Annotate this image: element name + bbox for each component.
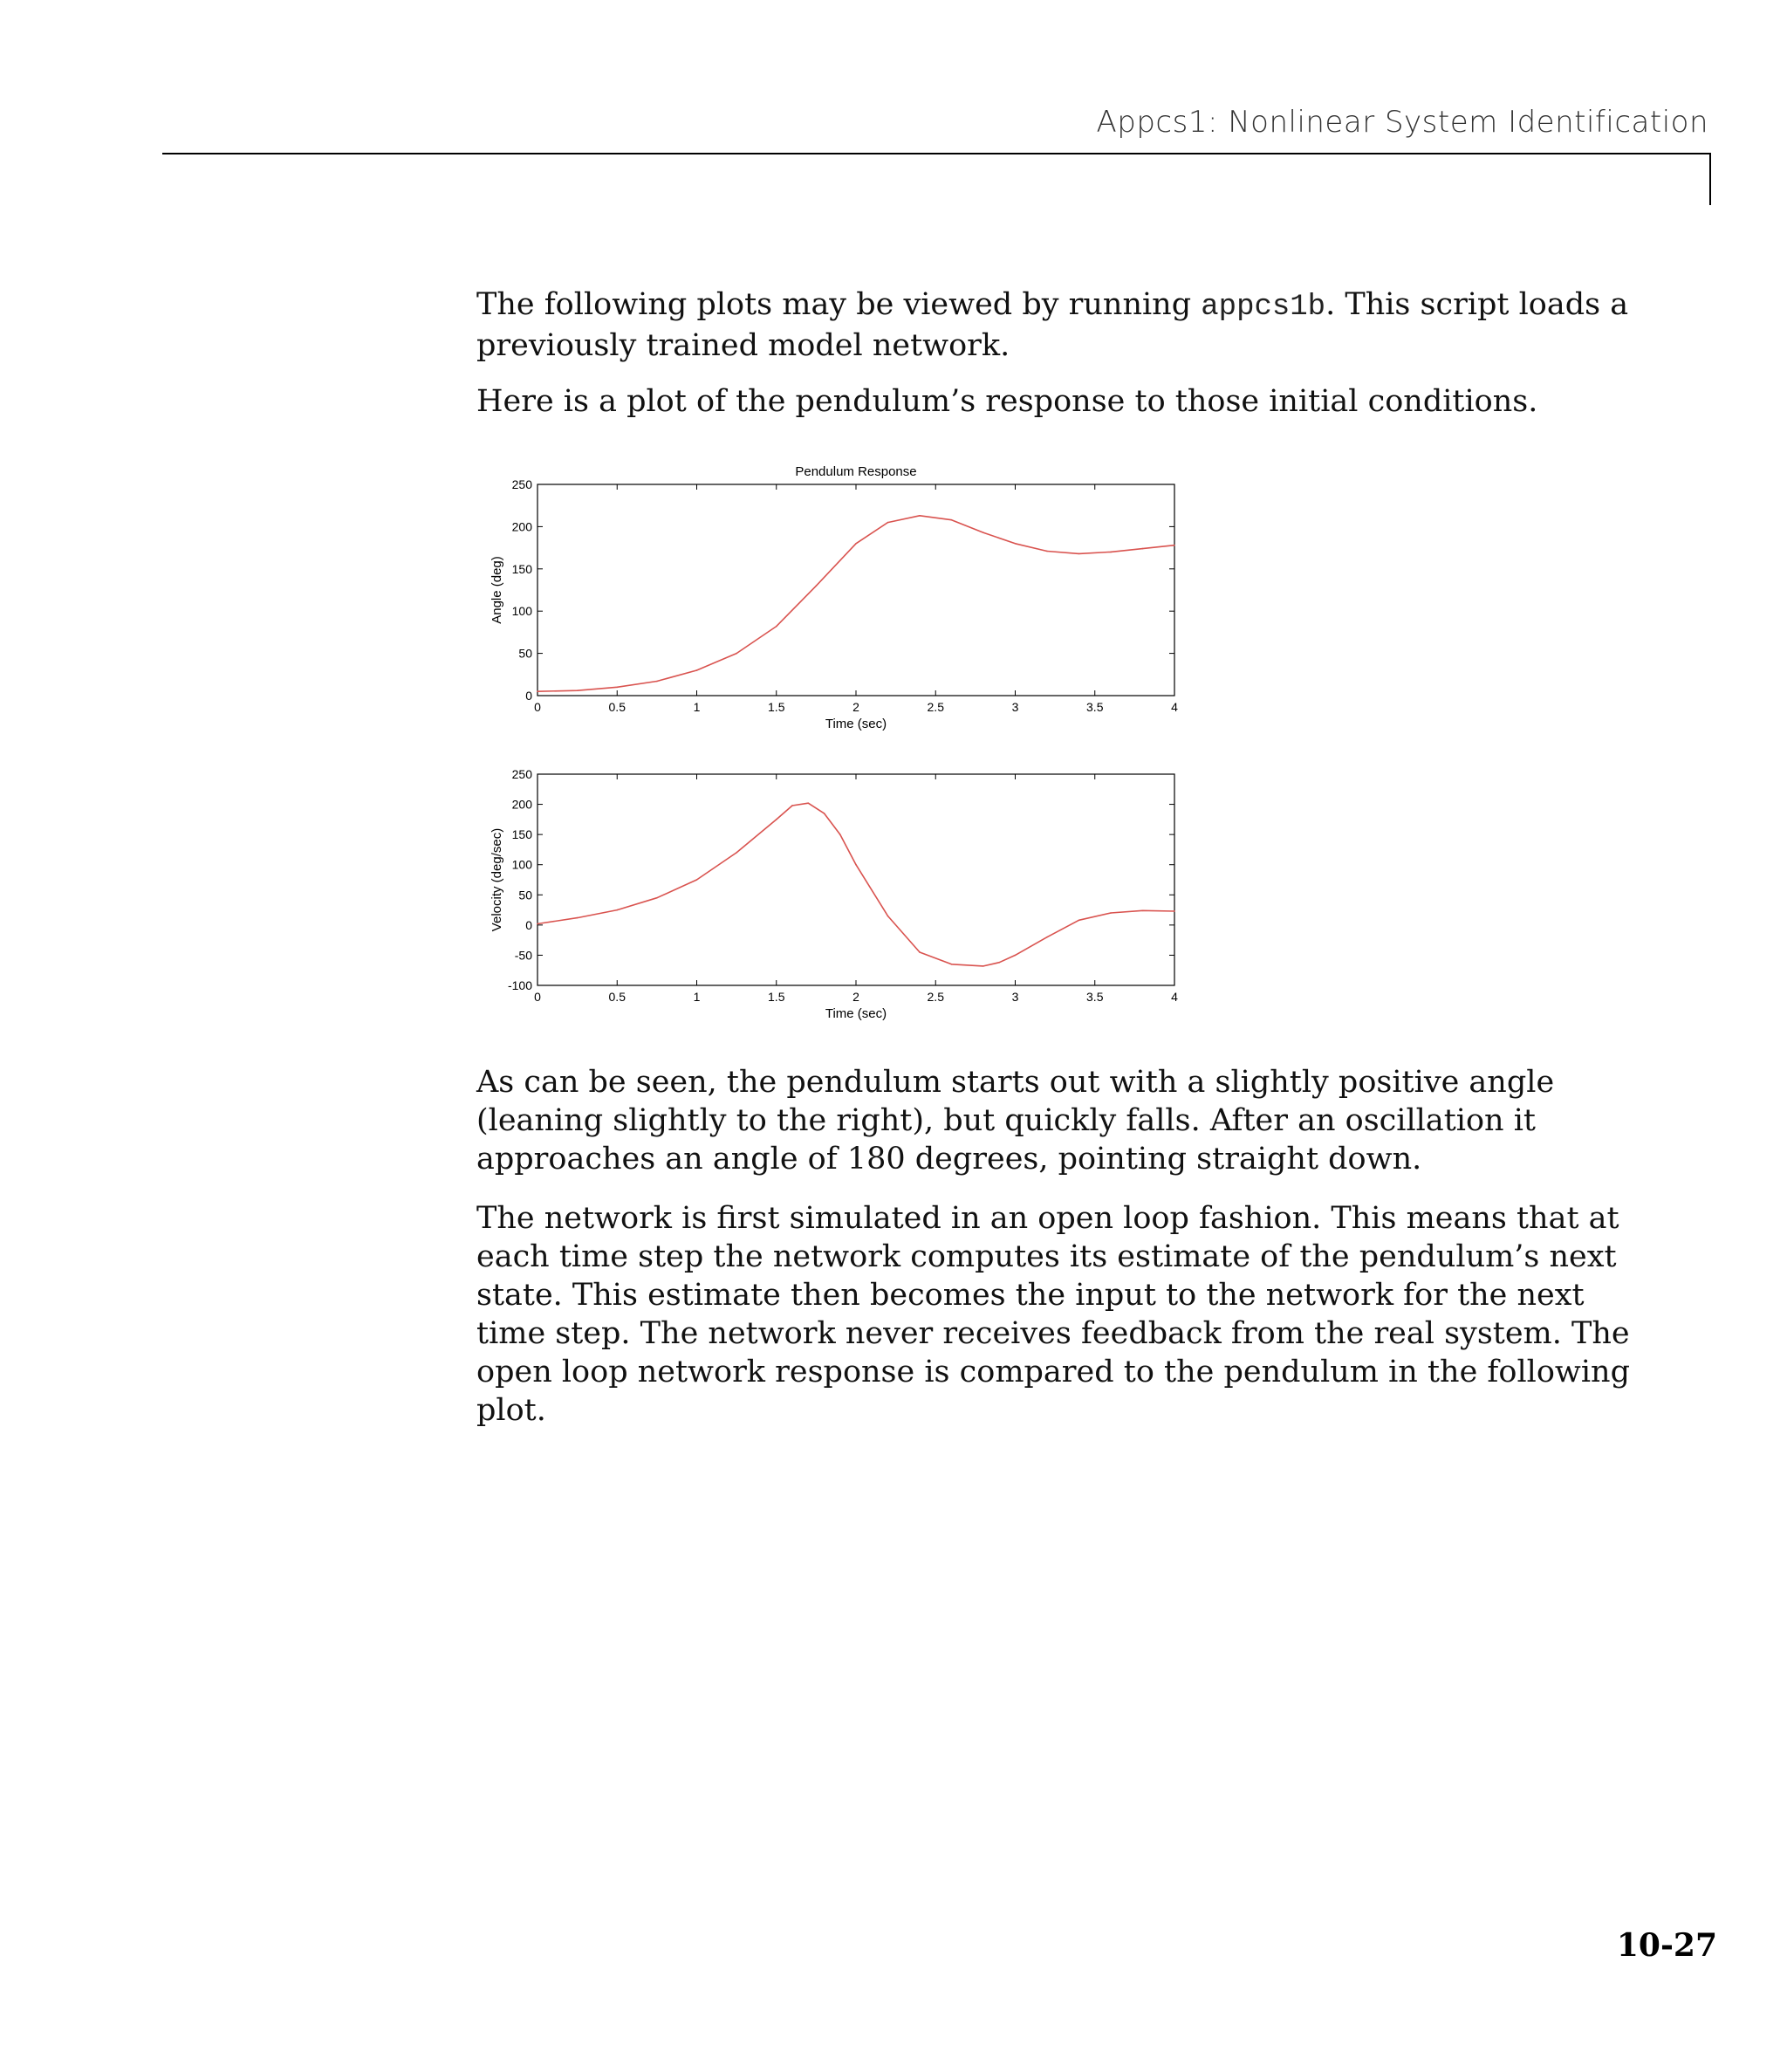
x-tick-label: 3 <box>1011 700 1019 714</box>
data-point <box>1110 552 1112 553</box>
data-point <box>616 909 618 911</box>
intro-text-end: . This script loads a previously trained model network. <box>476 287 1629 363</box>
data-point <box>1142 548 1144 550</box>
y-tick-label: 250 <box>511 767 532 781</box>
intro-text-start: The following plots may be viewed by running <box>476 287 1202 322</box>
y-axis-label: Velocity (deg/sec) <box>490 827 504 932</box>
observation-text: As can be seen, the pendulum starts out with a slightly positive angle (leaning slightly to the right), but quickly falls. After an oscillation it approaches an angle of 180 degrees, pointing straight down. <box>476 1065 1555 1177</box>
x-tick-label: 2.5 <box>927 990 944 1004</box>
x-tick-label: 0.5 <box>608 700 626 714</box>
data-point <box>807 802 809 804</box>
running-head: Appcs1: Nonlinear System Identification <box>1096 105 1708 140</box>
x-tick-label: 2.5 <box>927 700 944 714</box>
data-point <box>537 923 538 925</box>
x-tick-label: 1.5 <box>768 700 785 714</box>
y-tick-label: 100 <box>511 604 532 619</box>
data-point <box>983 965 984 967</box>
data-point <box>776 626 777 628</box>
x-tick-label: 2 <box>852 700 859 714</box>
data-point <box>616 687 618 689</box>
script-name-code: appcs1b <box>1201 291 1326 324</box>
x-tick-label: 1 <box>693 990 701 1004</box>
paragraph-observation <box>476 1063 1637 1178</box>
data-point <box>537 690 538 692</box>
data-point <box>1046 551 1048 552</box>
y-tick-label: 50 <box>518 888 532 902</box>
x-tick-label: 2 <box>852 990 859 1004</box>
y-tick-label: -100 <box>507 978 532 992</box>
data-point <box>983 532 984 533</box>
x-tick-label: 0 <box>534 990 541 1004</box>
data-point <box>736 653 737 655</box>
data-point <box>1174 910 1175 912</box>
data-point <box>696 879 698 881</box>
x-axis-label: Time (sec) <box>825 1006 887 1021</box>
data-point <box>887 522 889 524</box>
data-point <box>577 690 579 691</box>
data-point <box>919 515 921 517</box>
pendulum-response-chart <box>476 458 1209 1043</box>
data-point <box>1142 909 1144 911</box>
data-point <box>1015 955 1017 957</box>
y-tick-label: 0 <box>525 689 532 703</box>
x-tick-label: 3.5 <box>1086 990 1104 1004</box>
x-tick-label: 3.5 <box>1086 700 1104 714</box>
y-tick-label: 50 <box>518 646 532 661</box>
header-rule <box>162 153 1711 154</box>
data-point <box>696 669 698 671</box>
data-point <box>1078 553 1080 555</box>
plot-frame-1 <box>537 484 1174 696</box>
data-point <box>839 834 841 835</box>
data-point <box>824 813 825 814</box>
data-point <box>951 519 953 521</box>
data-point <box>1078 920 1080 922</box>
pendulum-response-figure <box>476 458 1209 1043</box>
y-tick-label: 200 <box>511 519 532 534</box>
paragraph-plot-intro <box>476 382 1637 421</box>
data-point <box>816 585 818 587</box>
y-tick-label: 100 <box>511 857 532 872</box>
data-point <box>998 962 1000 964</box>
y-tick-label: 150 <box>511 561 532 576</box>
x-tick-label: 1.5 <box>768 990 785 1004</box>
data-point <box>855 864 857 866</box>
plot-intro-text: Here is a plot of the pendulum’s response to those initial conditions. <box>476 384 1538 419</box>
y-tick-label: 150 <box>511 827 532 842</box>
data-point <box>1174 545 1175 546</box>
data-point <box>577 917 579 919</box>
page-number: 10-27 <box>1616 1927 1717 1964</box>
data-point <box>887 916 889 917</box>
x-axis-label: Time (sec) <box>825 717 887 731</box>
plot-frame-2 <box>537 774 1174 985</box>
data-point <box>791 805 793 806</box>
x-tick-label: 4 <box>1171 700 1178 714</box>
data-point <box>656 897 658 899</box>
y-tick-label: 200 <box>511 797 532 812</box>
data-point <box>1015 543 1017 545</box>
data-point <box>919 951 921 953</box>
y-axis-label: Angle (deg) <box>490 556 504 624</box>
data-point <box>776 819 777 820</box>
y-tick-label: 0 <box>525 917 532 932</box>
x-tick-label: 3 <box>1011 990 1019 1004</box>
header-rule-tick <box>1709 153 1711 205</box>
data-point <box>1110 912 1112 914</box>
x-tick-label: 1 <box>693 700 701 714</box>
chart-title: Pendulum Response <box>795 464 917 479</box>
data-point <box>736 852 737 854</box>
open-loop-text: The network is first simulated in an open loop fashion. This means that at each time step the network computes its estimate of the pendulum’s next state. This estimate then becomes the input to the network for the next time step. The network never receives feedback from the real system. The open loop network response is compared to the pendulum in the following plot. <box>476 1201 1631 1428</box>
x-tick-label: 4 <box>1171 990 1178 1004</box>
data-point <box>951 964 953 965</box>
data-point <box>855 543 857 545</box>
x-tick-label: 0 <box>534 700 541 714</box>
x-tick-label: 0.5 <box>608 990 626 1004</box>
data-point <box>656 681 658 683</box>
y-tick-label: 250 <box>511 477 532 491</box>
paragraph-open-loop <box>476 1199 1637 1430</box>
y-tick-label: -50 <box>514 948 532 963</box>
paragraph-intro <box>476 285 1637 365</box>
data-point <box>1046 937 1048 938</box>
